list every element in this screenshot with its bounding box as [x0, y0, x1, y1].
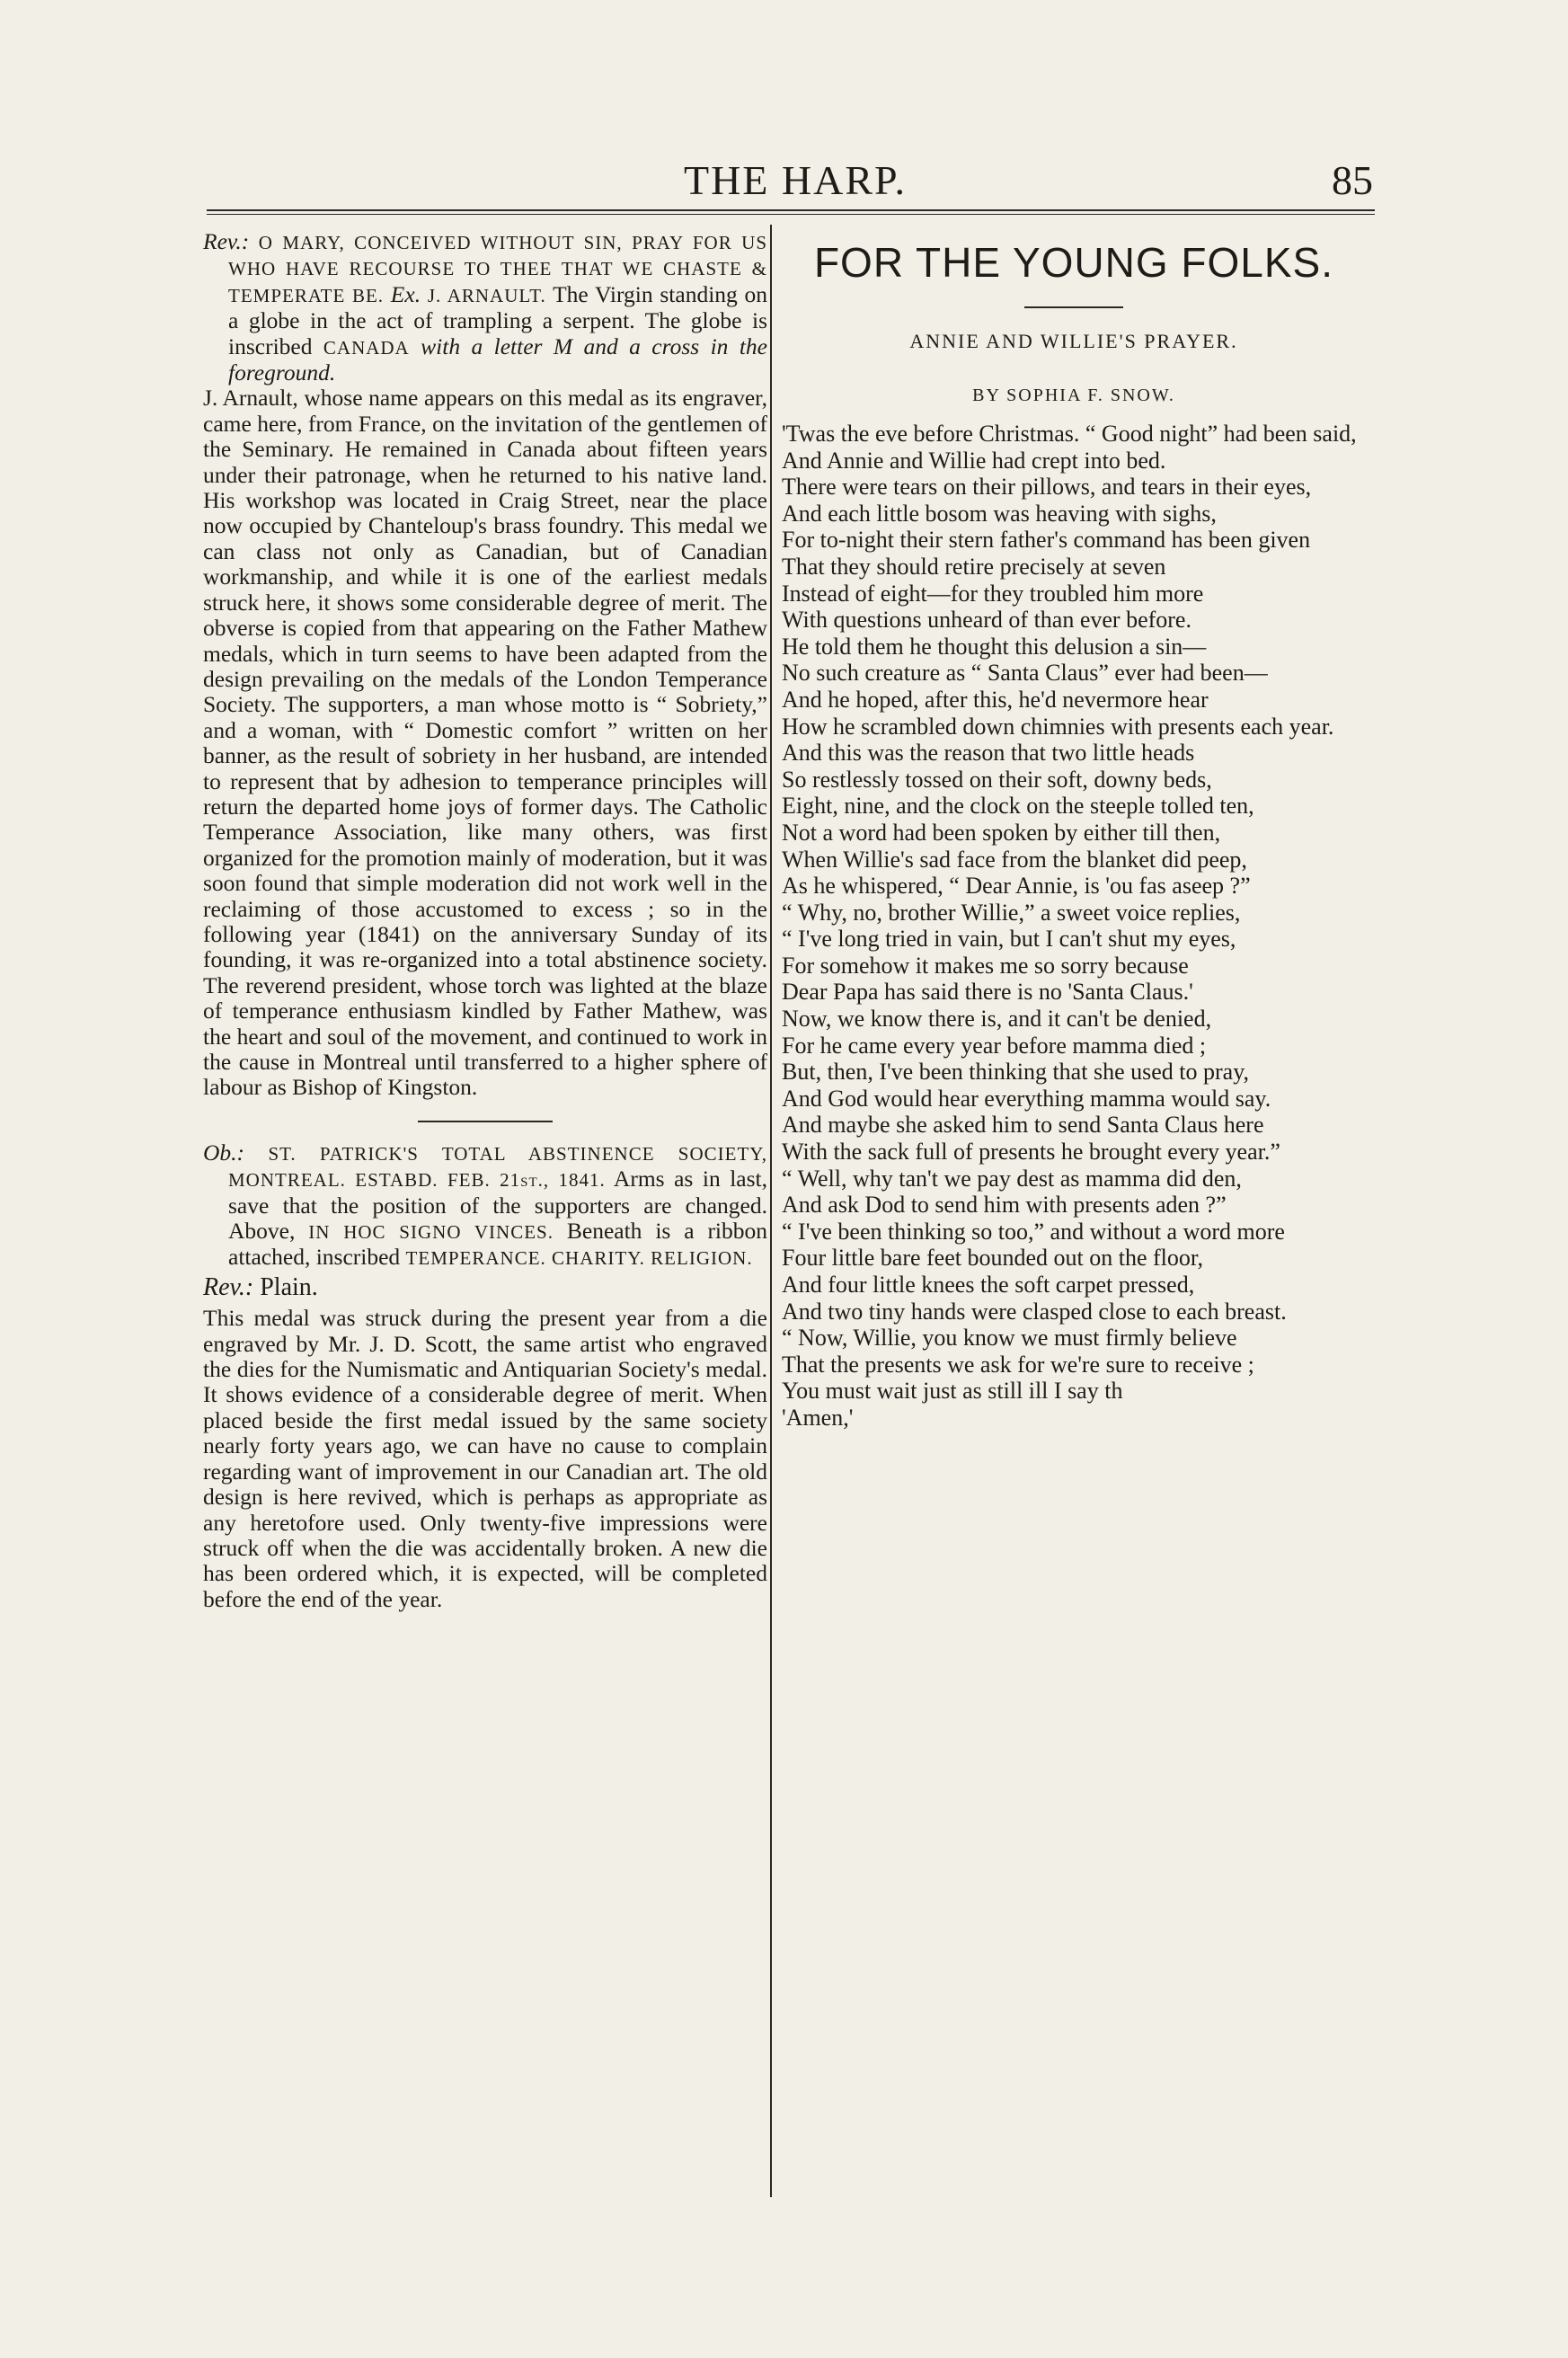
article-paragraph-2: This medal was struck during the present year from a die engraved by Mr. J. D. Scott, the same artist who engraved the dies for the Numismatic and Antiquarian Society's medal. It shows evidence of a considerable degree of merit. When placed beside the first medal issued by the same society nearly forty years ago, we can have no cause to complain regarding want of improvement in our Canadian art. The old design is here revived, which is perhaps as appropriate as any heretofore used. Only twenty-five impressions were struck off when the die was accidentally broken. A new die has been ordered which, it is expected, will be completed before the end of the year. — [203, 1305, 767, 1612]
section-title: FOR THE YOUNG FOLKS. — [813, 239, 1334, 286]
ob-motto: IN HOC SIGNO VINCES. — [308, 1221, 554, 1244]
ob-text-1: Arms as in last, save that the position of the supporters are changed. Above, — [228, 1166, 768, 1245]
poem-line: When Willie's sad face from the blanket did peep, — [782, 846, 1247, 873]
poem-line: Eight, nine, and the clock on the steeple tolled ten, — [782, 793, 1254, 820]
poem-line: And two tiny hands were clasped close to each breast. — [782, 1298, 1287, 1325]
reverse-description-2 — [203, 1272, 767, 1301]
page-number: 85 — [1332, 157, 1373, 203]
poem-line: As he whispered, “ Dear Annie, is 'ou fas aseep ?” — [782, 873, 1251, 900]
rev-legend: O MARY, CONCEIVED WITHOUT SIN, PRAY FOR US WHO HAVE RECOURSE TO THEE THAT WE CHASTE & TEMPERATE BE. — [228, 232, 767, 306]
article-paragraph-1: J. Arnault, whose name appears on this medal as its engraver, came here, from France, on the invitation of the gentlemen of the Seminary. He remained in Canada about fifteen years under their patronage, when he returned to his native land. His workshop was located in Craig Street, near the place now occupied by Chanteloup's brass foundry. This medal we can class not only as Canadian, but of Canadian workmanship, and while it is one of the earliest medals struck here, it shows some considerable degree of merit. The obverse is copied from that appearing on the Father Mathew medals, which in turn seems to have been adapted from the design prevailing on the medals of the London Temperance Society. The supporters, a man whose motto is “ Sobriety,” and a woman, with “ Domestic comfort ” written on her banner, as the result of sobriety in her husband, are intended to represent that by adhesion to temperance principles will return the departed home joys of former days. The Catholic Temperance Association, like many others, was first organized for the promotion mainly of moderation, but it was soon found that simple moderation did not work well in the reclaiming of those accustomed to excess ; so in the following year (1841) on the anniversary Sunday of its founding, it was re-organized into a total abstinence society. The reverend president, whose torch was lighted at the blaze of temperance enthusiasm kindled by Father Mathew, was the heart and soul of the movement, and continued to work in the cause in Montreal until transferred to a higher sphere of labour as Bishop of Kingston. — [203, 385, 767, 1101]
poem-body — [782, 421, 1366, 1432]
poem-line: “ Well, why tan't we pay dest as mamma did den, — [782, 1165, 1242, 1192]
poem-line: No such creature as “ Santa Claus” ever had been— — [782, 660, 1268, 687]
poem-line: And each little bosom was heaving with sighs, — [782, 500, 1217, 527]
ob-legend: ST. PATRICK'S TOTAL ABSTINENCE SOCIETY, MONTREAL. ESTABD. FEB. 21st., 1841. — [228, 1142, 768, 1192]
rev-label: Rev.: — [203, 228, 250, 254]
obverse-description — [203, 1140, 767, 1272]
poem-line: How he scrambled down chimnies with presents each year. — [782, 713, 1334, 740]
poem-line: And four little knees the soft carpet pressed, — [782, 1272, 1195, 1298]
poem-line: “ I've long tried in vain, but I can't shut my eyes, — [782, 926, 1236, 953]
poem-line: With questions unheard of than ever before. — [782, 607, 1192, 634]
poem-line: “ Now, Willie, you know we must firmly believe — [782, 1325, 1237, 1352]
poem-line: That they should retire precisely at seven — [782, 553, 1166, 580]
rev2-text: Plain. — [260, 1272, 318, 1301]
section-rule — [418, 1121, 553, 1122]
poem-line: Four little bare feet bounded out on the floor, — [782, 1245, 1204, 1272]
poem-line: But, then, I've been thinking that she used to pray, — [782, 1059, 1249, 1086]
poem-line: For to-night their stern father's command has been given — [782, 527, 1311, 554]
ob-text-2: Beneath is a ribbon attached, inscribed — [228, 1218, 768, 1271]
poem-line: For somehow it makes me so sorry because — [782, 952, 1189, 979]
rev-description-end: with a letter M and a cross in the foreground. — [228, 332, 767, 386]
poem-line: Instead of eight—for they troubled him more — [782, 580, 1204, 607]
poem-line: And God would hear everything mamma would say. — [782, 1085, 1271, 1112]
poem-byline: BY SOPHIA F. SNOW. — [972, 386, 1175, 405]
poem-line: “ Why, no, brother Willie,” a sweet voice replies, — [782, 899, 1241, 926]
globe-inscription: CANADA — [323, 336, 410, 359]
title-rule — [1024, 306, 1123, 308]
poem-title: ANNIE AND WILLIE'S PRAYER. — [909, 330, 1238, 352]
poem-line: Dear Papa has said there is no 'Santa Claus.' — [782, 979, 1193, 1006]
poem-line: “ I've been thinking so too,” and without a word more — [782, 1218, 1285, 1245]
poem-line: Now, we know there is, and it can't be denied, — [782, 1006, 1212, 1033]
poem-line: And maybe she asked him to send Santa Claus here — [782, 1112, 1264, 1139]
ex-name: J. ARNAULT. — [427, 284, 546, 306]
poem-line: So restlessly tossed on their soft, downy beds, — [782, 766, 1212, 793]
poem-line: He told them he thought this delusion a sin— — [782, 633, 1207, 660]
ob-ribbon: TEMPERANCE. CHARITY. RELIGION. — [405, 1247, 753, 1270]
reverse-description-1 — [203, 229, 767, 386]
header-rule-thin — [207, 214, 1375, 215]
column-divider — [770, 225, 772, 2197]
right-column — [782, 238, 1366, 1432]
poem-line: 'Amen,' — [782, 1404, 854, 1431]
ob-label: Ob.: — [203, 1139, 245, 1166]
poem-line: And Annie and Willie had crept into bed. — [782, 447, 1166, 474]
poem-line: And ask Dod to send him with presents aden ?” — [782, 1192, 1227, 1219]
poem-line: Not a word had been spoken by either till then, — [782, 819, 1221, 846]
poem-line: And this was the reason that two little heads — [782, 740, 1195, 767]
header-rule — [207, 209, 1375, 211]
poem-line: You must wait just as still ill I say th — [782, 1378, 1123, 1405]
rev2-label: Rev.: — [203, 1272, 254, 1301]
left-column — [203, 229, 767, 1612]
poem-line: With the sack full of presents he brought every year.” — [782, 1139, 1280, 1166]
poem-line: There were tears on their pillows, and tears in their eyes, — [782, 474, 1312, 501]
poem-line: For he came every year before mamma died ; — [782, 1032, 1207, 1059]
ex-label: Ex. — [390, 280, 421, 307]
rev-description: The Virgin standing on a globe in the act of trampling a serpent. The globe is inscribed — [228, 280, 768, 359]
publication-title: THE HARP. — [683, 157, 908, 203]
poem-line: That the presents we ask for we're sure to receive ; — [782, 1351, 1254, 1378]
poem-line: And he hoped, after this, he'd nevermore hear — [782, 686, 1209, 713]
running-head — [225, 155, 1373, 207]
poem-line: 'Twas the eve before Christmas. “ Good night” had been said, — [782, 421, 1357, 447]
